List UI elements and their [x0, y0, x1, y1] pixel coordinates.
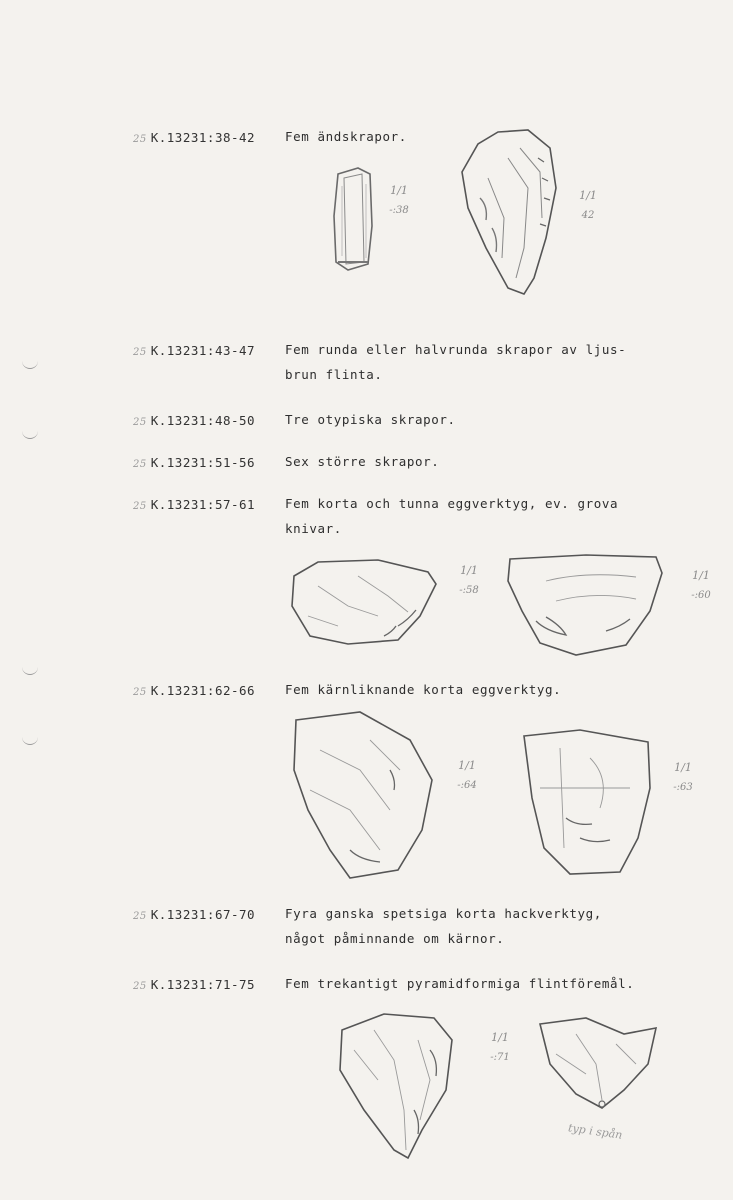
- entry-description: Fem runda eller halvrunda skrapor av ljus- brun flinta.: [285, 342, 627, 382]
- entry-description: Fyra ganska spetsiga korta hackverktyg, något påminnande om kärnor.: [285, 906, 602, 946]
- flint-drawing-end-scraper-large: [458, 128, 560, 296]
- scale-label: 1/1 -:58: [459, 564, 479, 596]
- entry-mark: 25: [133, 981, 147, 992]
- entry-description: Fem kärnliknande korta eggverktyg.: [285, 682, 562, 697]
- scale-label: 1/1 -:64: [457, 759, 477, 791]
- pencil-annotation: typ i spån: [567, 1121, 624, 1142]
- entry-description: Tre otypiska skrapor.: [285, 412, 456, 427]
- scale-label: 1/1 -:71: [490, 1031, 510, 1063]
- entry-id: 25 K.13231:67-70: [133, 907, 256, 922]
- entry-mark: 25: [133, 687, 147, 698]
- flint-drawing-pyramid: [334, 1010, 458, 1160]
- entry-id: 25 K.13231:38-42: [133, 130, 256, 145]
- scale-label: 1/1 -:60: [691, 569, 711, 601]
- entry-id: 25 K.13231:51-56: [133, 455, 256, 470]
- entry-id: 25 K.13231:57-61: [133, 497, 256, 512]
- entry-id: 25 K.13231:71-75: [133, 977, 256, 992]
- entry-mark: 25: [133, 417, 147, 428]
- entry-mark: 25: [133, 501, 147, 512]
- entry-id: 25 K.13231:48-50: [133, 413, 256, 428]
- flint-drawing-pyramid: [536, 1014, 660, 1112]
- flint-drawing-edge-tool: [506, 551, 666, 659]
- flint-drawing-core-tool: [290, 710, 438, 882]
- scale-label: 1/1 42: [579, 189, 597, 221]
- entry-description: Sex större skrapor.: [285, 454, 440, 469]
- scale-label: 1/1 -:38: [389, 184, 409, 216]
- entry-description: Fem korta och tunna eggverktyg, ev. grova knivar.: [285, 496, 619, 536]
- flint-drawing-core-tool: [520, 728, 654, 878]
- entry-description: Fem ändskrapor.: [285, 129, 407, 144]
- punch-hole: [22, 658, 38, 675]
- flint-drawing-edge-tool: [288, 556, 440, 648]
- entry-mark: 25: [133, 347, 147, 358]
- entry-id: 25 K.13231:43-47: [133, 343, 256, 358]
- punch-hole: [22, 728, 38, 745]
- entry-description: Fem trekantigt pyramidformiga flintföremål.: [285, 976, 635, 991]
- entry-mark: 25: [133, 134, 147, 145]
- scale-label: 1/1 -:63: [673, 761, 693, 793]
- punch-hole: [22, 422, 38, 439]
- flint-drawing-end-scraper-small: [328, 166, 378, 272]
- punch-hole: [22, 352, 38, 369]
- entry-mark: 25: [133, 911, 147, 922]
- entry-mark: 25: [133, 459, 147, 470]
- entry-id: 25 K.13231:62-66: [133, 683, 256, 698]
